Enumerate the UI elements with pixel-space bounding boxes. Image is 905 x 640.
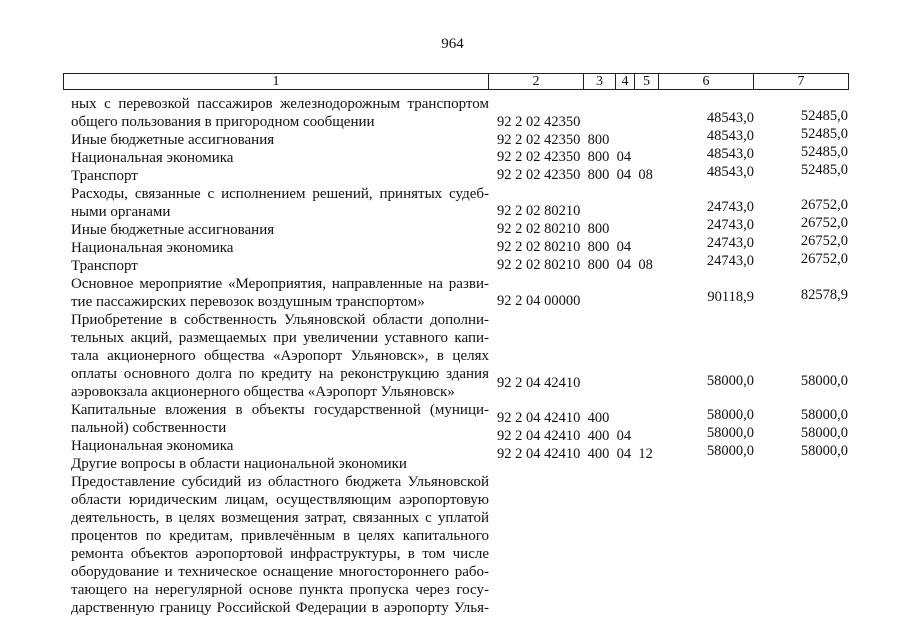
page-number: 964 [441, 36, 464, 52]
text-line: тающего на нерегулярной основе пункта пропуска через госу- [71, 582, 489, 598]
row-value-col6: 58000,0 [706, 373, 754, 389]
row-value-col7: 82578,9 [800, 287, 848, 303]
text-line: процентов по кредитам, привлечённым в целях капитального [71, 528, 489, 544]
text-line: Расходы, связанные с исполнением решений, принятых судеб- [71, 186, 489, 202]
text-line: Национальная экономика [71, 150, 234, 166]
row-code: 92 2 04 42410 [497, 375, 581, 391]
text-line: области юридическим лицам, осуществляющим аэропортовую [71, 492, 489, 508]
row-value-col6: 58000,0 [706, 443, 754, 459]
row-code: 92 2 02 42350 800 04 08 [497, 167, 653, 183]
row-value-col7: 52485,0 [800, 144, 848, 160]
row-value-col6: 90118,9 [707, 289, 754, 305]
text-line: общего пользования в пригородном сообщении [71, 114, 375, 130]
row-code: 92 2 02 80210 [497, 203, 581, 219]
header-col-7: 7 [797, 74, 805, 89]
row-code: 92 2 04 42410 400 [497, 410, 610, 426]
text-line: дарственную границу Российской Федерации в аэропорту Улья- [71, 600, 489, 616]
row-value-col7: 26752,0 [800, 251, 848, 267]
text-line: деятельность, в целях возмещения затрат, связанных с уплатой [71, 510, 489, 526]
row-value-col6: 58000,0 [706, 425, 754, 441]
text-line: Транспорт [71, 258, 138, 274]
row-code: 92 2 02 42350 800 04 [497, 149, 632, 165]
table-header [63, 73, 849, 90]
row-code: 92 2 04 42410 400 04 [497, 428, 632, 444]
text-line: Национальная экономика [71, 240, 234, 256]
row-value-col7: 58000,0 [800, 407, 848, 423]
text-line: тельных акций, размещаемых при увеличении уставного капи- [71, 330, 489, 346]
text-line: Предоставление субсидий из областного бюджета Ульяновской [71, 474, 489, 490]
row-code: 92 2 02 42350 800 [497, 132, 610, 148]
text-line: ными органами [71, 204, 171, 220]
text-line: Национальная экономика [71, 438, 234, 454]
row-code: 92 2 04 42410 400 04 12 [497, 446, 653, 462]
text-line: тие пассажирских перевозок воздушным транспортом» [71, 294, 425, 310]
text-line: пальной) собственности [71, 420, 227, 436]
row-value-col6: 24743,0 [706, 253, 754, 269]
row-value-col7: 58000,0 [800, 373, 848, 389]
row-value-col7: 26752,0 [800, 215, 848, 231]
row-value-col7: 58000,0 [800, 425, 848, 441]
text-line: оборудование и техническое оснащение многостороннего рабо- [71, 564, 489, 580]
row-code: 92 2 02 80210 800 04 [497, 239, 632, 255]
header-col-5: 5 [635, 74, 659, 89]
row-value-col7: 26752,0 [800, 233, 848, 249]
row-value-col6: 58000,0 [706, 407, 754, 423]
row-value-col7: 52485,0 [800, 126, 848, 142]
header-col-1: 1 [64, 74, 489, 89]
text-line: Иные бюджетные ассигнования [71, 132, 275, 148]
text-line: оплаты основного долга по кредиту на реконструкцию здания [71, 366, 489, 382]
text-line: Приобретение в собственность Ульяновской области дополни- [71, 312, 489, 328]
text-line: Транспорт [71, 168, 138, 184]
row-value-col7: 52485,0 [800, 162, 848, 178]
row-value-col6: 24743,0 [706, 199, 754, 215]
row-code: 92 2 02 42350 [497, 114, 581, 130]
row-code: 92 2 02 80210 800 04 08 [497, 257, 653, 273]
header-col-6: 6 [659, 74, 754, 89]
header-col-2: 2 [489, 74, 584, 89]
text-line: Основное мероприятие «Мероприятия, направленные на разви- [71, 276, 489, 292]
row-value-col7: 58000,0 [800, 443, 848, 459]
header-col-3: 3 [584, 74, 616, 89]
text-line: Другие вопросы в области национальной экономики [71, 456, 407, 472]
text-line: тала акционерного общества «Аэропорт Ульяновск», в целях [71, 348, 489, 364]
text-line: Иные бюджетные ассигнования [71, 222, 275, 238]
row-value-col6: 24743,0 [706, 235, 754, 251]
row-code: 92 2 04 00000 [497, 293, 581, 309]
row-value-col6: 48543,0 [706, 128, 754, 144]
text-line: ных с перевозкой пассажиров железнодорожным транспортом [71, 96, 489, 112]
text-line: аэровокзала акционерного общества «Аэропорт Ульяновск» [71, 384, 455, 400]
row-value-col6: 24743,0 [706, 217, 754, 233]
row-value-col6: 48543,0 [706, 146, 754, 162]
row-value-col6: 48543,0 [706, 164, 754, 180]
text-line: ремонта объектов аэропортовой инфраструктуры, в том числе [71, 546, 489, 562]
header-col-4: 4 [616, 74, 635, 89]
row-value-col6: 48543,0 [706, 110, 754, 126]
row-code: 92 2 02 80210 800 [497, 221, 610, 237]
row-value-col7: 26752,0 [800, 197, 848, 213]
row-value-col7: 52485,0 [800, 108, 848, 124]
text-line: Капитальные вложения в объекты государственной (муници- [71, 402, 489, 418]
